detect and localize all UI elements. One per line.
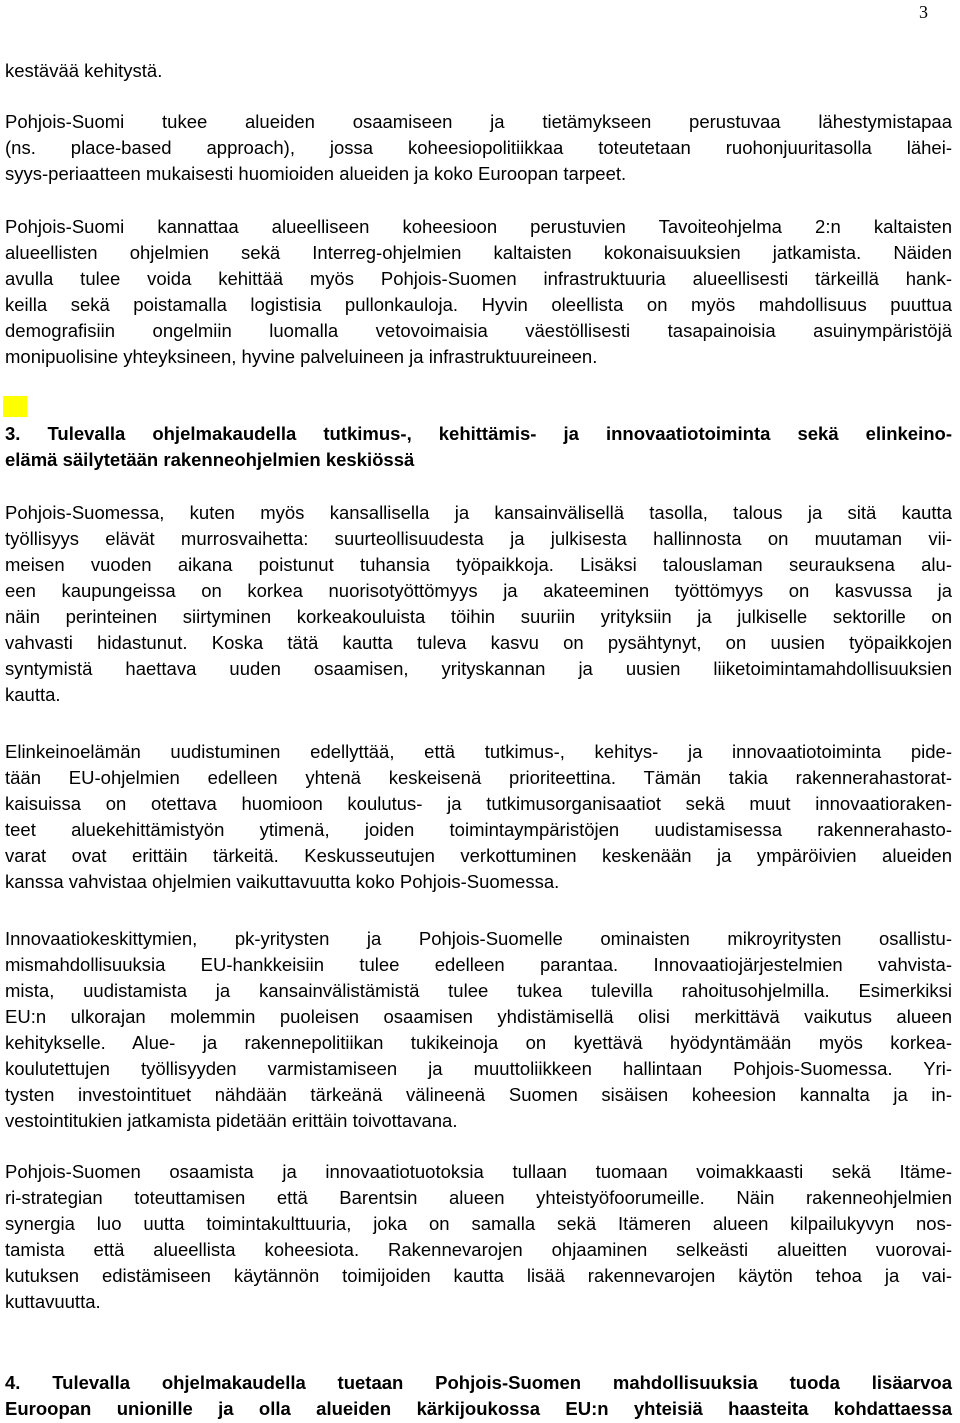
- paragraph-line: Pohjois-Suomi tukee alueiden osaamiseen ja tietämykseen perustuvaa lähestymistapaa: [5, 111, 952, 132]
- section-heading-line: 4. Tulevalla ohjelmakaudella tuetaan Pohjois-Suomen mahdollisuuksia tuoda lisäarvoa: [5, 1372, 952, 1393]
- highlight-marker: [3, 396, 27, 417]
- paragraph-line: Pohjois-Suomen osaamista ja innovaatiotuotoksia tullaan tuomaan voimakkaasti sekä Itäme-: [5, 1161, 952, 1182]
- paragraph-line: (ns. place-based approach), jossa koheesiopolitiikkaa toteutetaan ruohonjuuritasolla lähei-: [5, 137, 952, 158]
- paragraph-line: mismahdollisuuksia EU-hankkeisiin tulee edelleen parantaa. Innovaatiojärjestelmien vahvista-: [5, 954, 952, 975]
- paragraph-line: Pohjois-Suomessa, kuten myös kansallisella ja kansainvälisellä tasolla, talous ja sitä kautta: [5, 502, 952, 523]
- paragraph-line: mista, uudistamista ja kansainvälistämistä tulee tukea tulevilla rahoitusohjelmilla. Esimerkiksi: [5, 980, 952, 1001]
- paragraph-line: ri-strategian toteuttamisen että Barentsin alueen yhteistyöfoorumeille. Näin rakenneohjelmien: [5, 1187, 952, 1208]
- paragraph-line: varat ovat erittäin tärkeitä. Keskusseutujen verkottuminen keskenään ja ympäröivien alueiden: [5, 845, 952, 866]
- paragraph-line: synergia luo uutta toimintakulttuuria, joka on samalla sekä Itämeren alueen kilpailukyvyn nos-: [5, 1213, 952, 1234]
- paragraph-line: tysten investointituet nähdään tärkeänä välineenä Suomen sisäisen koheesion kannalta ja in-: [5, 1084, 952, 1105]
- paragraph-line: tamista että alueellista koheesiota. Rakennevarojen ohjaaminen selkeästi alueitten vuorovai-: [5, 1239, 952, 1260]
- paragraph-line: teet aluekehittämistyön ytimenä, joiden toimintaympäristöjen uudistamisessa rakennerahasto-: [5, 819, 952, 840]
- paragraph-line: avulla tulee voida kehittää myös Pohjois-Suomen infrastruktuuria alueellisesti tärkeillä hank-: [5, 268, 952, 289]
- paragraph-line: meisen vuoden aikana poistunut tuhansia työpaikkoja. Lisäksi talouslaman seurauksena alu-: [5, 554, 952, 575]
- paragraph-line: monipuolisine yhteyksineen, hyvine palveluineen ja infrastruktuureineen.: [5, 346, 598, 367]
- paragraph-line: kanssa vahvistaa ohjelmien vaikuttavuutta koko Pohjois-Suomessa.: [5, 871, 560, 892]
- paragraph-line: een kaupungeissa on korkea nuorisotyöttömyys ja akateeminen työttömyys on kasvussa ja: [5, 580, 952, 601]
- paragraph-line: koulutettujen työllisyyden varmistamiseen ja muuttoliikkeen hallintaan Pohjois-Suomessa. Yri-: [5, 1058, 952, 1079]
- paragraph-line: kautta.: [5, 684, 61, 705]
- section-heading-line: elämä säilytetään rakenneohjelmien keskiössä: [5, 449, 415, 470]
- paragraph-line: kuttavuutta.: [5, 1291, 101, 1312]
- paragraph-line: demografisiin ongelmiin luomalla vetovoimaisia väestöllisesti tasapainoisia asuinympäristöjä: [5, 320, 952, 341]
- paragraph-line: keilla sekä poistamalla logistisia pullonkauloja. Hyvin oleellista on myös mahdollisuus puuttua: [5, 294, 952, 315]
- paragraph-line: tään EU-ohjelmien edelleen yhtenä keskeisenä prioriteettina. Tämän takia rakennerahastorat-: [5, 767, 952, 788]
- paragraph-line: syntymistä haettava uuden osaamisen, yrityskannan ja uusien liiketoimintamahdollisuuksien: [5, 658, 952, 679]
- paragraph-line: kutuksen edistämiseen käytännön toimijoiden kautta lisää rakennevarojen käytön tehoa ja vai-: [5, 1265, 952, 1286]
- section-heading-line: Euroopan unionille ja olla alueiden kärkijoukossa EU:n yhteisiä haasteita kohdattaessa: [5, 1398, 952, 1419]
- paragraph-line: Innovaatiokeskittymien, pk-yritysten ja Pohjois-Suomelle ominaisten mikroyritysten osallistu-: [5, 928, 952, 949]
- paragraph-line: alueellisten ohjelmien sekä Interreg-ohjelmien kaltaisten kokonaisuuksien jatkamista. Näiden: [5, 242, 952, 263]
- paragraph-line: kaisuissa on otettava huomioon koulutus- ja tutkimusorganisaatiot sekä muut innovaatioraken-: [5, 793, 952, 814]
- page-number: 3: [919, 2, 928, 22]
- paragraph-line: Elinkeinoelämän uudistuminen edellyttää, että tutkimus-, kehitys- ja innovaatiotoiminta pide-: [5, 741, 952, 762]
- paragraph-line: vestointitukien jatkamista pidetään erittäin toivottavana.: [5, 1110, 458, 1131]
- paragraph-line: vahvasti hidastunut. Koska tätä kautta tuleva kasvu on pysähtynyt, on uusien työpaikkojen: [5, 632, 952, 653]
- paragraph-line: syys-periaatteen mukaisesti huomioiden alueiden ja koko Euroopan tarpeet.: [5, 163, 627, 184]
- paragraph-line: kestävää kehitystä.: [5, 60, 163, 81]
- section-heading-line: 3. Tulevalla ohjelmakaudella tutkimus-, kehittämis- ja innovaatiotoiminta sekä elinkeino-: [5, 423, 952, 444]
- paragraph-line: EU:n ulkorajan molemmin puoleisen osaamisen yhdistämisellä olisi merkittävä vaikutus alueen: [5, 1006, 952, 1027]
- paragraph-line: Pohjois-Suomi kannattaa alueelliseen koheesioon perustuvien Tavoiteohjelma 2:n kaltaisten: [5, 216, 952, 237]
- paragraph-line: työllisyys elävät murrosvaihetta: suurteollisuudesta ja julkisesta hallinnosta on muutaman vii-: [5, 528, 952, 549]
- paragraph-line: näin perinteinen siirtyminen korkeakouluista töihin suuriin yrityksiin ja julkiselle sektorille on: [5, 606, 952, 627]
- paragraph-line: kehitykselle. Alue- ja rakennepolitiikan tukikeinoja on kyettävä hyödyntämään myös korkea-: [5, 1032, 952, 1053]
